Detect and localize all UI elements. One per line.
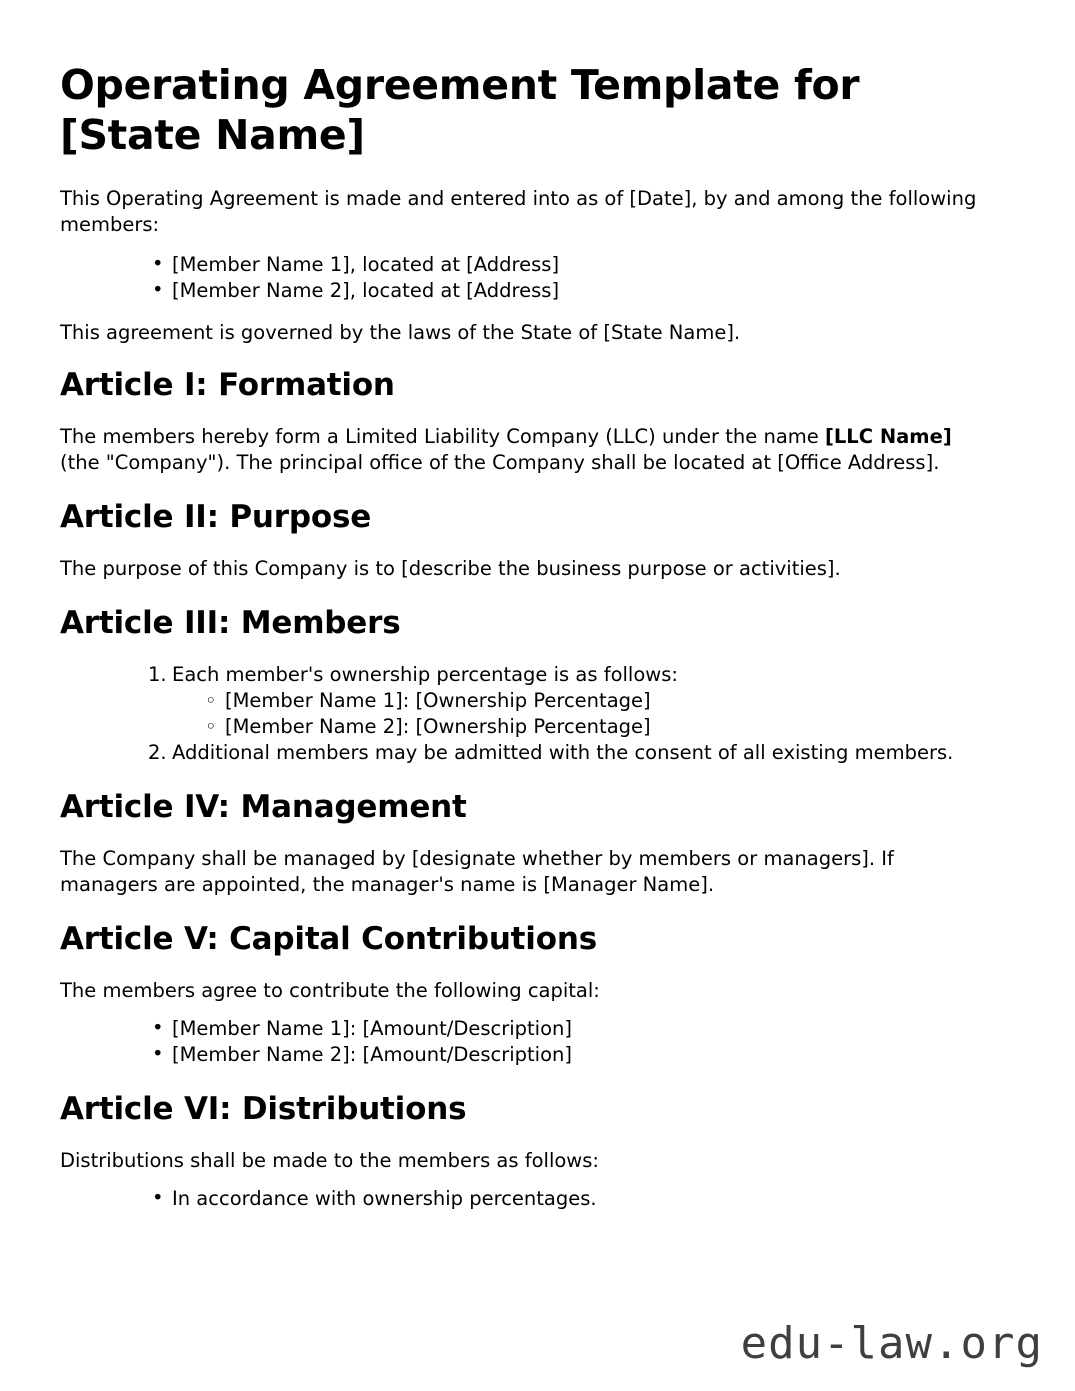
heading-article-iv: Article IV: Management — [60, 789, 467, 825]
article-vi-body: Distributions shall be made to the members as follows: — [60, 1149, 599, 1172]
heading-article-ii: Article II: Purpose — [60, 499, 372, 535]
list-item: ◦ [Member Name 1]: [Ownership Percentage] — [172, 688, 990, 714]
list-item: • [Member Name 2]: [Amount/Description] — [60, 1042, 990, 1068]
list-item: • [Member Name 2], located at [Address] — [60, 278, 990, 304]
article-i-text-before: The members hereby form a Limited Liability Company (LLC) under the name — [60, 425, 825, 448]
heading-article-iii: Article III: Members — [60, 605, 401, 641]
list-item: • [Member Name 1], located at [Address] — [60, 252, 990, 278]
capital-contributions-list — [60, 1016, 990, 1068]
heading-article-v: Article V: Capital Contributions — [60, 921, 597, 957]
heading-article-vi: Article VI: Distributions — [60, 1091, 467, 1127]
list-item — [60, 740, 990, 766]
site-watermark: edu-law.org — [740, 1318, 1043, 1369]
llc-name-placeholder: [LLC Name] — [824, 425, 952, 448]
list-item — [60, 662, 990, 740]
article-iv-body: The Company shall be managed by [designate whether by members or managers]. If managers are appointed, the manager's name is [Manager Name]. — [60, 847, 894, 896]
list-item: ◦ [Member Name 2]: [Ownership Percentage] — [172, 714, 990, 740]
members-list — [60, 252, 990, 304]
governing-law-paragraph: This agreement is governed by the laws of the State of [State Name]. — [60, 321, 741, 344]
article-iii-ownership-list — [60, 662, 990, 766]
list-item-label: Additional members may be admitted with the consent of all existing members. — [172, 741, 954, 764]
list-item-label: Each member's ownership percentage is as follows: — [172, 663, 678, 686]
list-item: • [Member Name 1]: [Amount/Description] — [60, 1016, 990, 1042]
article-v-body: The members agree to contribute the following capital: — [60, 979, 600, 1002]
distributions-list — [60, 1186, 990, 1212]
article-iii-sub-list — [172, 688, 990, 740]
list-item: • In accordance with ownership percentages. — [60, 1186, 990, 1212]
article-i-body — [60, 424, 990, 476]
heading-article-i: Article I: Formation — [60, 367, 395, 403]
article-ii-body: The purpose of this Company is to [describe the business purpose or activities]. — [60, 557, 841, 580]
intro-paragraph: This Operating Agreement is made and entered into as of [Date], by and among the following members: — [60, 187, 977, 236]
article-i-text-after: (the "Company"). The principal office of the Company shall be located at [Office Address]. — [60, 451, 940, 474]
page-title: Operating Agreement Template for [State Name] — [60, 61, 860, 159]
